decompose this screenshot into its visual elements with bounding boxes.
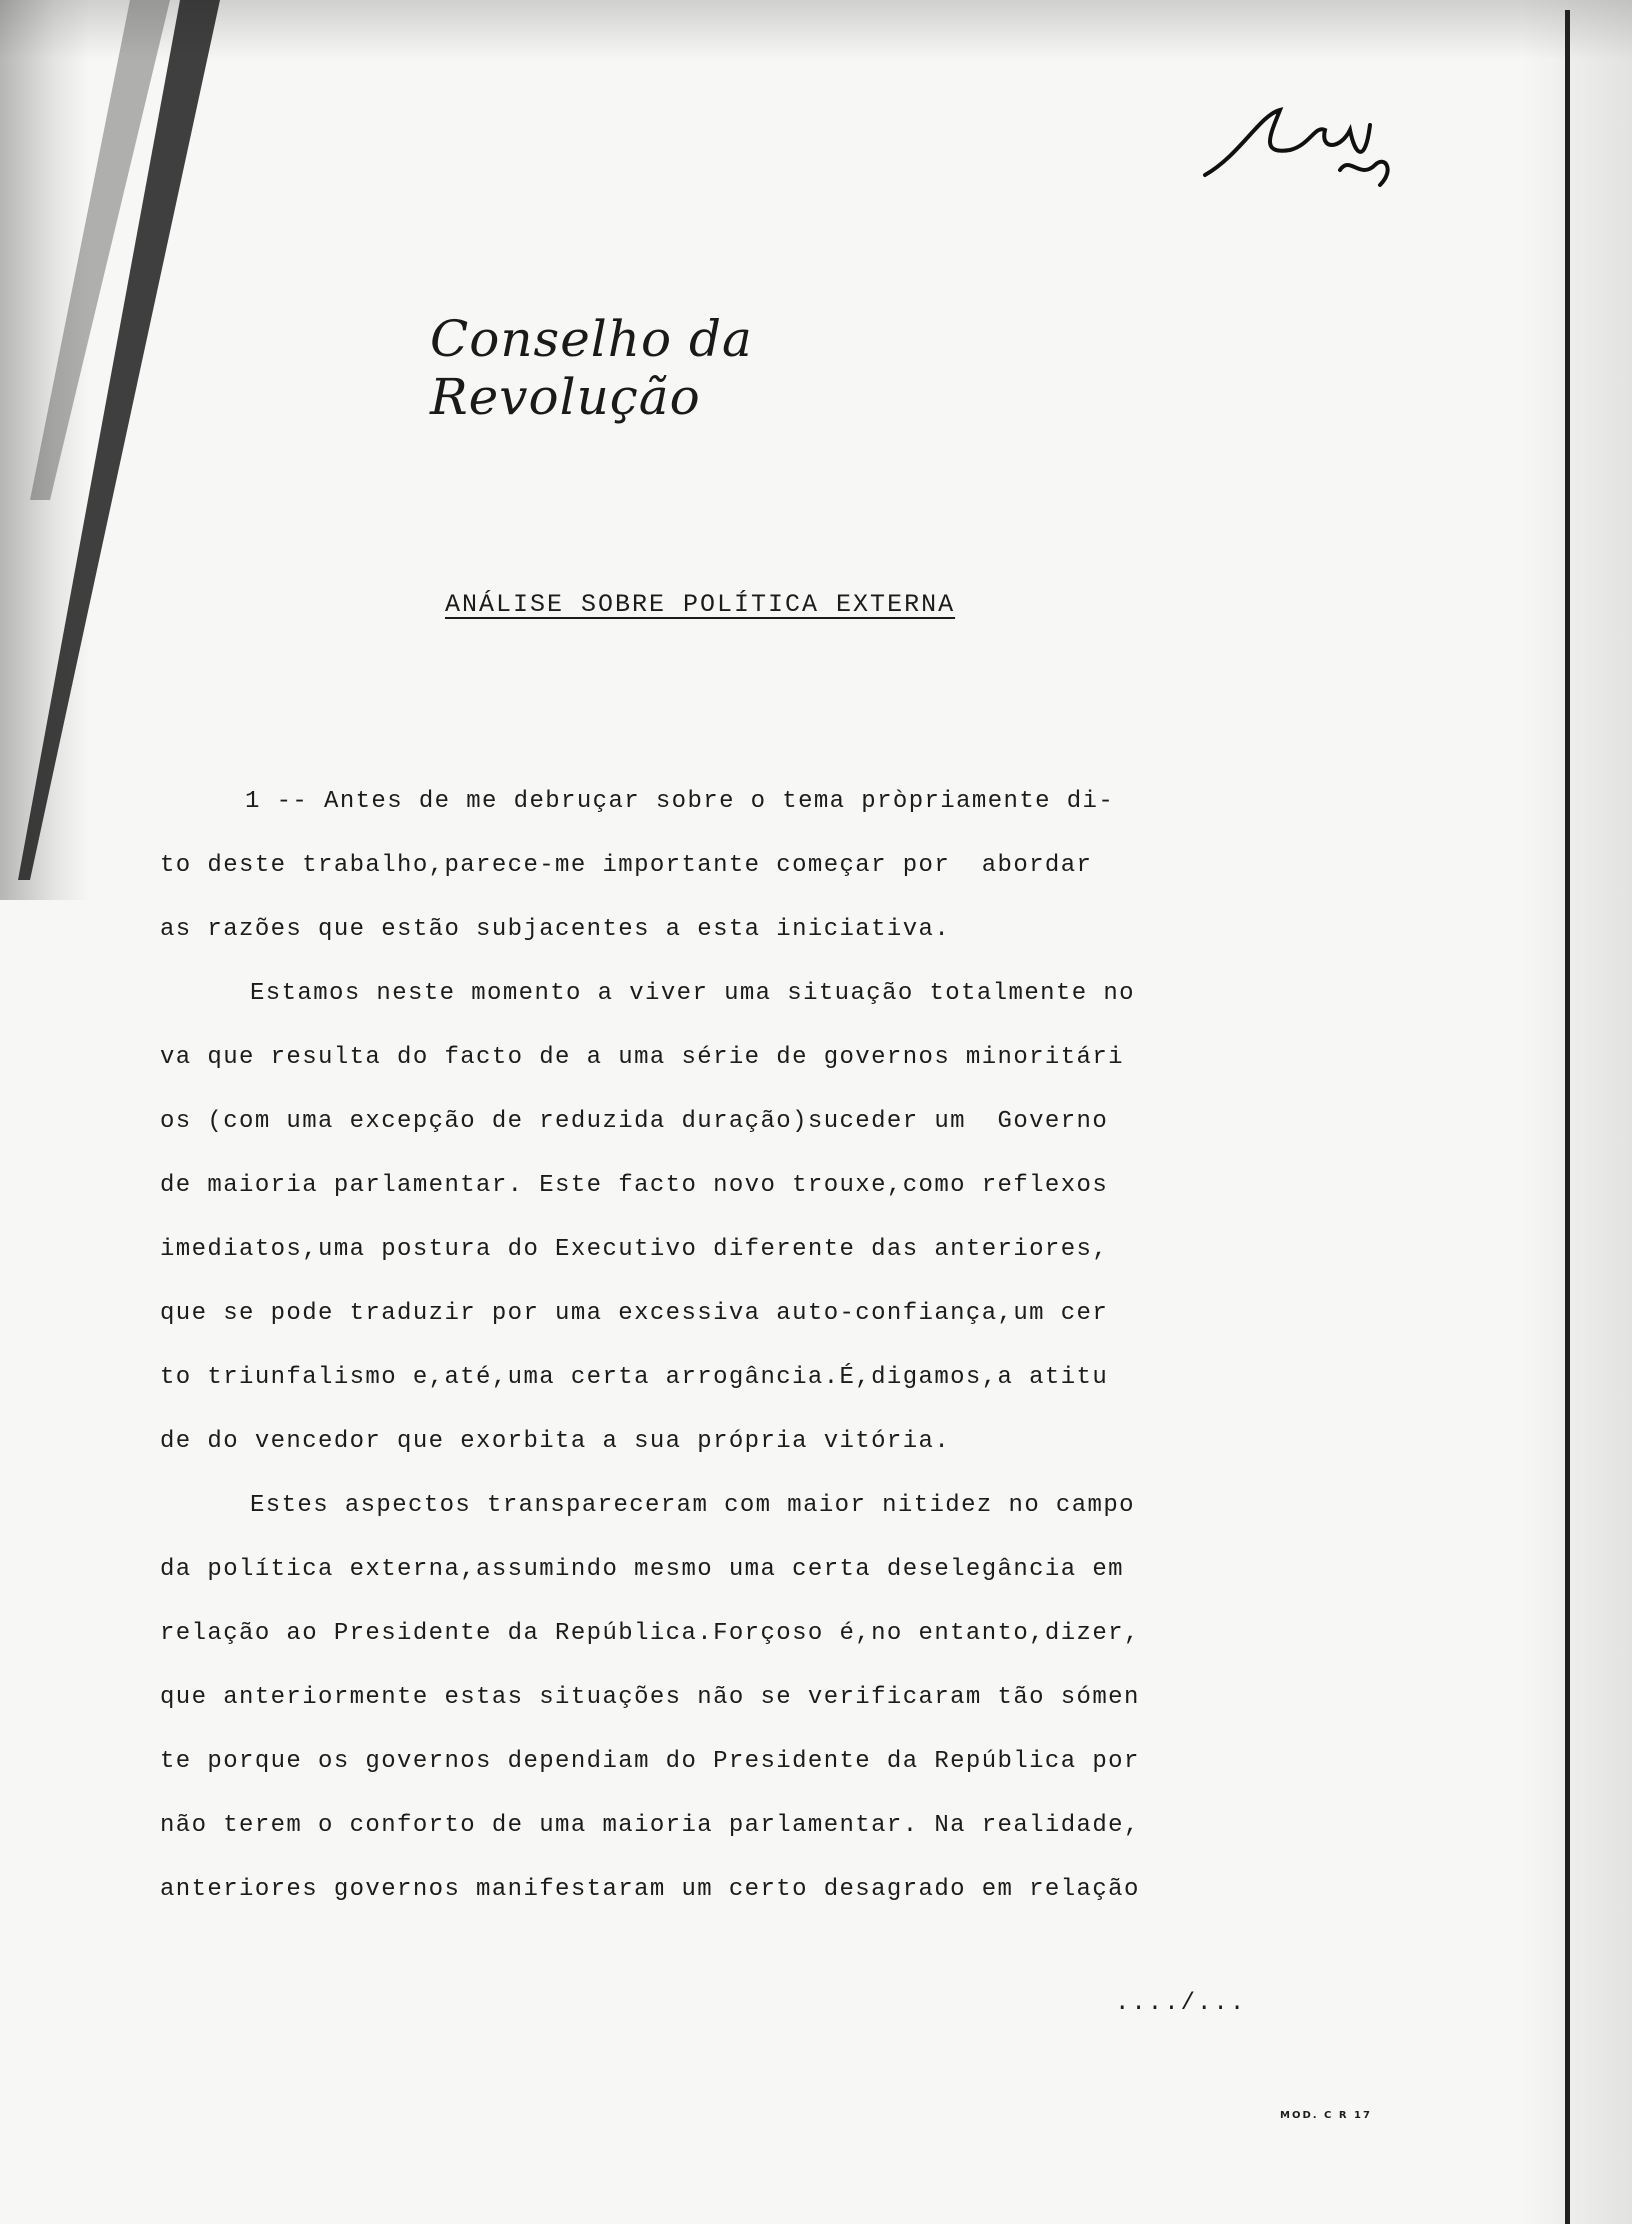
body-line: de maioria parlamentar. Este facto novo trouxe,como reflexos xyxy=(160,1172,1109,1199)
scan-edge-line-right xyxy=(1565,10,1570,2224)
body-line: que anteriormente estas situações não se verificaram tão sómen xyxy=(160,1684,1140,1711)
body-line: Estes aspectos transpareceram com maior nitidez no campo xyxy=(250,1492,1135,1519)
body-line: da política externa,assumindo mesmo uma certa deselegância em xyxy=(160,1556,1124,1583)
form-code: MOD. C R 17 xyxy=(1280,2110,1372,2121)
body-line: as razões que estão subjacentes a esta iniciativa. xyxy=(160,916,951,943)
body-line: imediatos,uma postura do Executivo diferente das anteriores, xyxy=(160,1236,1109,1263)
body-line: to deste trabalho,parece-me importante começar por abordar xyxy=(160,852,1093,879)
body-line: va que resulta do facto de a uma série de governos minoritári xyxy=(160,1044,1124,1071)
body-line: de do vencedor que exorbita a sua própria vitória. xyxy=(160,1428,951,1455)
body-line: não terem o conforto de uma maioria parlamentar. Na realidade, xyxy=(160,1812,1140,1839)
body-text xyxy=(160,770,1270,1922)
body-line: anteriores governos manifestaram um certo desagrado em relação xyxy=(160,1876,1140,1903)
body-line: relação ao Presidente da República.Forçoso é,no entanto,dizer, xyxy=(160,1620,1140,1647)
letterhead: Conselho da Revolução xyxy=(430,310,753,426)
handwritten-signature-icon xyxy=(1200,95,1400,195)
page-continuation-mark: ..../... xyxy=(1115,1990,1247,2017)
document-title: ANÁLISE SOBRE POLÍTICA EXTERNA xyxy=(445,590,956,619)
body-line: que se pode traduzir por uma excessiva auto-confiança,um cer xyxy=(160,1300,1109,1327)
body-line: 1 -- Antes de me debruçar sobre o tema pròpriamente di- xyxy=(245,788,1115,815)
body-line: os (com uma excepção de reduzida duração)suceder um Governo xyxy=(160,1108,1109,1135)
body-line: Estamos neste momento a viver uma situação totalmente no xyxy=(250,980,1135,1007)
body-line: te porque os governos dependiam do Presidente da República por xyxy=(160,1748,1140,1775)
body-line: to triunfalismo e,até,uma certa arrogância.É,digamos,a atitu xyxy=(160,1364,1109,1391)
